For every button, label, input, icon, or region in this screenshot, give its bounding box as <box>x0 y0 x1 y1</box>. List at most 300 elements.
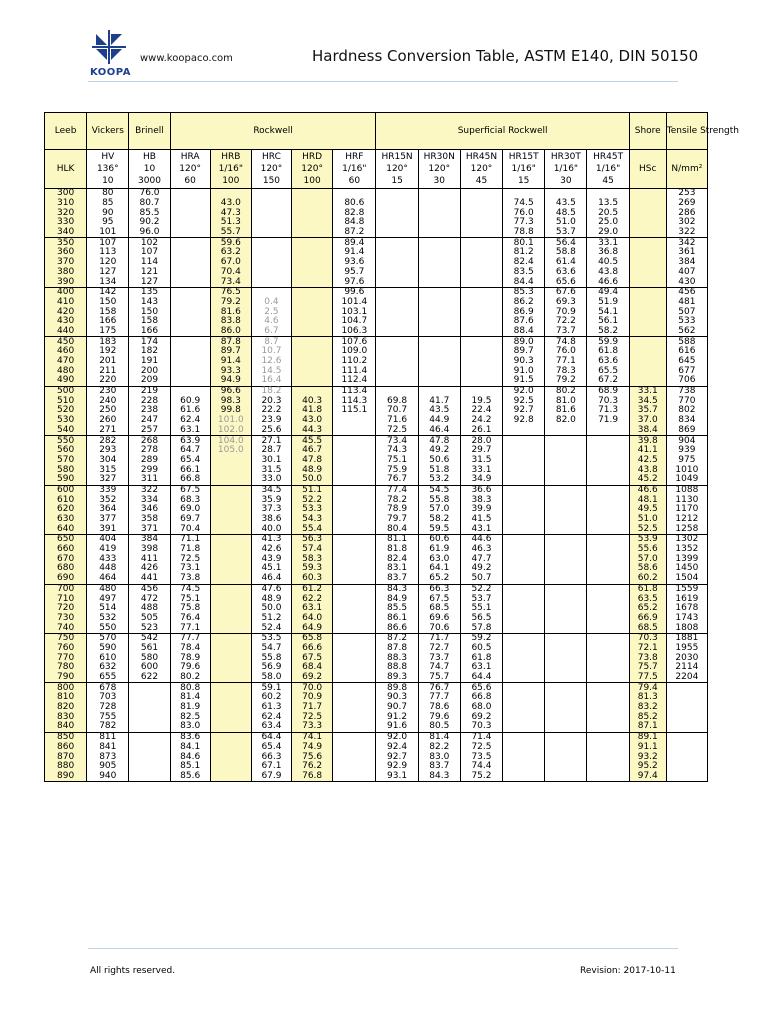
table-cell: 46.6 <box>587 277 629 287</box>
footer-rights: All rights reserved. <box>90 966 176 976</box>
table-cell <box>587 683 629 693</box>
table-cell <box>587 644 629 654</box>
table-cell: 23.9 <box>251 416 291 426</box>
table-cell: 1049 <box>666 475 707 485</box>
table-cell: 342 <box>666 238 707 248</box>
table-cell <box>587 446 629 456</box>
table-cell: 72.1 <box>629 644 666 654</box>
table-cell <box>503 505 545 515</box>
table-cell: 73.8 <box>170 574 210 584</box>
table-cell: 740 <box>45 623 87 633</box>
table-cell <box>629 189 666 199</box>
table-cell <box>333 712 376 722</box>
table-cell: 66.1 <box>170 465 210 475</box>
table-cell <box>460 258 502 268</box>
table-cell: 650 <box>45 535 87 545</box>
table-cell: 88.3 <box>376 653 418 663</box>
table-cell: 76.0 <box>503 208 545 218</box>
table-cell: 464 <box>87 574 129 584</box>
table-cell <box>418 337 460 347</box>
table-cell <box>376 199 418 209</box>
table-cell: 91.5 <box>503 376 545 386</box>
table-cell: 84.3 <box>418 772 460 782</box>
table-cell: 10.7 <box>251 347 291 357</box>
table-cell <box>418 287 460 297</box>
table-cell: 69.2 <box>460 712 502 722</box>
table-cell <box>545 524 587 534</box>
table-cell: 53.7 <box>460 594 502 604</box>
table-cell: 95.7 <box>333 268 376 278</box>
table-cell: 86.2 <box>503 298 545 308</box>
table-cell: 68.5 <box>629 623 666 633</box>
column-header: HLK <box>45 150 87 189</box>
table-cell: 89.8 <box>376 683 418 693</box>
table-cell: 99.6 <box>333 287 376 297</box>
table-cell <box>460 337 502 347</box>
table-cell <box>587 594 629 604</box>
table-cell: 59.5 <box>418 524 460 534</box>
table-cell: 80.8 <box>170 683 210 693</box>
table-cell <box>418 386 460 396</box>
table-cell <box>629 208 666 218</box>
table-row <box>45 426 708 436</box>
table-cell: 770 <box>45 653 87 663</box>
table-cell <box>333 436 376 446</box>
table-cell: 33.1 <box>629 386 666 396</box>
table-cell <box>503 515 545 525</box>
table-cell: 46.6 <box>629 485 666 495</box>
table-cell: 43.0 <box>292 416 333 426</box>
table-cell: 4.6 <box>251 317 291 327</box>
table-cell <box>292 347 333 357</box>
table-cell <box>460 199 502 209</box>
table-cell: 81.3 <box>629 693 666 703</box>
table-cell <box>210 653 251 663</box>
table-cell <box>170 208 210 218</box>
table-cell: 322 <box>129 485 170 495</box>
table-cell <box>629 248 666 258</box>
table-cell <box>170 277 210 287</box>
table-cell: 380 <box>45 268 87 278</box>
table-cell: 88.8 <box>376 663 418 673</box>
table-cell: 339 <box>87 485 129 495</box>
table-cell <box>629 357 666 367</box>
table-cell: 33.0 <box>251 475 291 485</box>
table-cell <box>545 446 587 456</box>
table-cell <box>545 535 587 545</box>
table-cell: 1450 <box>666 564 707 574</box>
table-cell: 87.2 <box>333 228 376 238</box>
table-cell <box>629 268 666 278</box>
table-cell: 48.9 <box>292 465 333 475</box>
table-cell: 61.8 <box>629 584 666 594</box>
table-cell: 76.7 <box>376 475 418 485</box>
table-cell <box>545 564 587 574</box>
table-cell: 72.5 <box>460 743 502 753</box>
table-cell: 304 <box>87 456 129 466</box>
table-cell: 520 <box>45 406 87 416</box>
table-cell: 12.6 <box>251 357 291 367</box>
table-cell: 834 <box>666 416 707 426</box>
table-cell <box>545 495 587 505</box>
table-cell: 82.4 <box>376 554 418 564</box>
table-cell: 63.1 <box>170 426 210 436</box>
table-cell: 271 <box>87 426 129 436</box>
table-row <box>45 298 708 308</box>
table-cell: 70.4 <box>170 524 210 534</box>
table-cell: 470 <box>45 357 87 367</box>
table-cell: 560 <box>45 446 87 456</box>
table-cell: 80.7 <box>129 199 170 209</box>
table-cell: 78.4 <box>170 644 210 654</box>
table-cell: 219 <box>129 386 170 396</box>
table-cell: 670 <box>45 554 87 564</box>
table-cell: 107.6 <box>333 337 376 347</box>
table-cell: 55.8 <box>418 495 460 505</box>
website-url[interactable]: www.koopaco.com <box>140 53 233 64</box>
table-cell <box>418 298 460 308</box>
table-cell <box>545 465 587 475</box>
table-cell <box>210 456 251 466</box>
table-cell <box>251 218 291 228</box>
table-cell: 2204 <box>666 673 707 683</box>
table-cell: 71.3 <box>587 406 629 416</box>
table-cell: 77.4 <box>376 485 418 495</box>
table-cell <box>210 505 251 515</box>
table-cell: 57.0 <box>418 505 460 515</box>
table-cell: 55.6 <box>629 545 666 555</box>
table-cell: 84.9 <box>376 594 418 604</box>
table-cell: 51.2 <box>251 614 291 624</box>
table-cell: 407 <box>666 268 707 278</box>
table-cell: 532 <box>87 614 129 624</box>
table-cell: 90.3 <box>376 693 418 703</box>
table-cell: 79.2 <box>545 376 587 386</box>
table-cell: 80.4 <box>376 524 418 534</box>
table-cell: 47.8 <box>418 436 460 446</box>
table-cell: 65.2 <box>629 604 666 614</box>
table-cell: 63.1 <box>292 604 333 614</box>
group-header-tensile-strength: Tensile Strength <box>666 113 707 150</box>
table-cell <box>503 584 545 594</box>
table-cell: 57.4 <box>292 545 333 555</box>
table-cell: 1088 <box>666 485 707 495</box>
table-cell: 790 <box>45 673 87 683</box>
table-cell <box>460 327 502 337</box>
table-cell <box>292 307 333 317</box>
table-cell: 60.6 <box>418 535 460 545</box>
table-cell <box>333 752 376 762</box>
table-cell: 62.4 <box>251 712 291 722</box>
table-cell: 540 <box>45 426 87 436</box>
table-cell <box>418 208 460 218</box>
table-cell: 104.7 <box>333 317 376 327</box>
table-cell: 127 <box>87 268 129 278</box>
table-cell: 40.5 <box>587 258 629 268</box>
table-cell <box>503 743 545 753</box>
table-cell <box>418 228 460 238</box>
table-cell: 782 <box>87 722 129 732</box>
table-cell: 81.9 <box>170 703 210 713</box>
table-cell: 101 <box>87 228 129 238</box>
table-cell: 92.0 <box>376 732 418 742</box>
table-cell <box>587 614 629 624</box>
table-cell: 61.3 <box>251 703 291 713</box>
table-cell: 68.0 <box>460 703 502 713</box>
table-cell <box>251 228 291 238</box>
table-cell <box>170 376 210 386</box>
table-cell: 107 <box>87 238 129 248</box>
table-cell <box>210 475 251 485</box>
table-cell: 109.0 <box>333 347 376 357</box>
table-cell: 703 <box>87 693 129 703</box>
table-cell <box>210 644 251 654</box>
table-cell: 89.4 <box>333 238 376 248</box>
table-cell: 89.7 <box>503 347 545 357</box>
table-cell <box>333 653 376 663</box>
table-cell: 22.2 <box>251 406 291 416</box>
table-cell: 610 <box>45 495 87 505</box>
table-cell: 400 <box>45 287 87 297</box>
table-cell <box>545 693 587 703</box>
table-cell: 91.4 <box>210 357 251 367</box>
table-cell <box>666 703 707 713</box>
table-cell: 83.8 <box>210 317 251 327</box>
table-cell: 68.5 <box>418 604 460 614</box>
table-cell: 211 <box>87 366 129 376</box>
table-cell <box>666 683 707 693</box>
table-cell <box>629 258 666 268</box>
table-cell: 750 <box>45 633 87 643</box>
table-cell: 77.1 <box>545 357 587 367</box>
table-cell <box>129 752 170 762</box>
table-cell: 327 <box>87 475 129 485</box>
table-cell <box>210 663 251 673</box>
table-cell <box>460 386 502 396</box>
table-cell <box>460 189 502 199</box>
table-cell <box>666 722 707 732</box>
table-cell: 315 <box>87 465 129 475</box>
table-cell: 48.5 <box>545 208 587 218</box>
table-row <box>45 199 708 209</box>
table-cell <box>587 752 629 762</box>
table-cell <box>333 495 376 505</box>
table-cell: 630 <box>45 515 87 525</box>
table-cell: 472 <box>129 594 170 604</box>
table-cell <box>210 703 251 713</box>
table-cell <box>545 663 587 673</box>
table-cell <box>418 277 460 287</box>
table-row <box>45 386 708 396</box>
table-cell: 570 <box>87 633 129 643</box>
table-cell <box>587 693 629 703</box>
column-header: HV 136° 10 <box>87 150 129 189</box>
table-cell <box>333 683 376 693</box>
table-cell: 1212 <box>666 515 707 525</box>
table-cell: 59.9 <box>587 337 629 347</box>
table-cell: 65.6 <box>545 277 587 287</box>
table-cell <box>545 426 587 436</box>
table-cell <box>666 743 707 753</box>
table-cell: 33.1 <box>460 465 502 475</box>
table-cell <box>376 337 418 347</box>
table-row <box>45 743 708 753</box>
table-cell: 16.4 <box>251 376 291 386</box>
table-cell: 41.1 <box>629 446 666 456</box>
table-cell: 101.0 <box>210 416 251 426</box>
table-cell: 127 <box>129 277 170 287</box>
table-cell: 293 <box>87 446 129 456</box>
table-cell: 183 <box>87 337 129 347</box>
table-cell: 55.4 <box>292 524 333 534</box>
table-cell <box>333 505 376 515</box>
table-cell <box>545 574 587 584</box>
table-cell <box>629 218 666 228</box>
table-cell <box>292 337 333 347</box>
table-cell: 456 <box>666 287 707 297</box>
table-cell <box>503 485 545 495</box>
table-cell: 1258 <box>666 524 707 534</box>
table-cell: 49.4 <box>587 287 629 297</box>
table-cell: 77.7 <box>418 693 460 703</box>
table-cell <box>251 268 291 278</box>
table-cell <box>333 416 376 426</box>
table-cell: 134 <box>87 277 129 287</box>
table-row <box>45 683 708 693</box>
table-row <box>45 693 708 703</box>
table-cell <box>587 564 629 574</box>
table-cell: 250 <box>87 406 129 416</box>
column-header: HB 10 3000 <box>129 150 170 189</box>
table-cell <box>251 277 291 287</box>
table-cell <box>210 614 251 624</box>
table-cell: 64.4 <box>460 673 502 683</box>
table-cell: 873 <box>87 752 129 762</box>
table-cell: 84.1 <box>170 743 210 753</box>
table-cell <box>210 485 251 495</box>
table-cell: 1678 <box>666 604 707 614</box>
table-cell <box>503 752 545 762</box>
table-cell <box>418 268 460 278</box>
table-cell: 1504 <box>666 574 707 584</box>
table-cell: 82.0 <box>545 416 587 426</box>
table-cell: 67.0 <box>210 258 251 268</box>
table-cell <box>333 614 376 624</box>
table-cell: 50.0 <box>292 475 333 485</box>
table-cell: 51.0 <box>629 515 666 525</box>
table-cell <box>418 307 460 317</box>
table-cell <box>629 199 666 209</box>
table-cell: 81.6 <box>210 307 251 317</box>
table-cell: 49.5 <box>629 505 666 515</box>
table-cell <box>503 683 545 693</box>
table-cell <box>170 386 210 396</box>
table-cell <box>545 594 587 604</box>
table-cell <box>333 475 376 485</box>
table-cell: 330 <box>45 218 87 228</box>
table-row <box>45 456 708 466</box>
table-cell: 63.5 <box>629 594 666 604</box>
table-cell <box>503 465 545 475</box>
table-cell: 80.2 <box>170 673 210 683</box>
table-cell: 720 <box>45 604 87 614</box>
table-cell: 58.6 <box>629 564 666 574</box>
table-cell: 91.2 <box>376 712 418 722</box>
table-cell: 66.8 <box>460 693 502 703</box>
table-cell: 20.3 <box>251 396 291 406</box>
table-row <box>45 614 708 624</box>
table-cell: 0.4 <box>251 298 291 308</box>
table-cell <box>666 762 707 772</box>
table-cell <box>587 663 629 673</box>
table-row <box>45 515 708 525</box>
table-cell: 810 <box>45 693 87 703</box>
table-cell: 53.7 <box>545 228 587 238</box>
table-cell <box>503 722 545 732</box>
table-row <box>45 327 708 337</box>
table-cell: 91.0 <box>503 366 545 376</box>
table-cell: 52.2 <box>292 495 333 505</box>
table-cell: 340 <box>45 228 87 238</box>
table-cell: 820 <box>45 703 87 713</box>
table-cell: 700 <box>45 584 87 594</box>
table-cell: 70.4 <box>210 268 251 278</box>
table-cell: 74.4 <box>460 762 502 772</box>
table-cell: 85.6 <box>170 772 210 782</box>
table-cell <box>587 545 629 555</box>
table-cell <box>503 554 545 564</box>
table-cell: 84.4 <box>503 277 545 287</box>
table-cell <box>170 347 210 357</box>
table-cell <box>376 287 418 297</box>
table-cell: 77.5 <box>629 673 666 683</box>
table-cell: 371 <box>129 524 170 534</box>
table-cell: 200 <box>129 366 170 376</box>
table-cell: 65.8 <box>292 633 333 643</box>
table-cell <box>418 357 460 367</box>
table-cell <box>210 574 251 584</box>
table-cell: 75.7 <box>629 663 666 673</box>
table-cell: 738 <box>666 386 707 396</box>
table-cell: 112.4 <box>333 376 376 386</box>
table-cell: 47.7 <box>460 554 502 564</box>
table-cell: 85.5 <box>376 604 418 614</box>
table-cell <box>587 465 629 475</box>
column-header: HRC 120° 150 <box>251 150 291 189</box>
table-cell: 110.2 <box>333 357 376 367</box>
table-cell <box>292 218 333 228</box>
table-cell: 730 <box>45 614 87 624</box>
table-cell: 600 <box>45 485 87 495</box>
table-cell: 514 <box>87 604 129 614</box>
table-cell <box>629 347 666 357</box>
table-cell: 105.0 <box>210 446 251 456</box>
table-cell <box>376 366 418 376</box>
table-cell <box>376 248 418 258</box>
table-cell <box>292 366 333 376</box>
table-cell: 34.5 <box>629 396 666 406</box>
table-cell <box>545 712 587 722</box>
table-cell: 67.5 <box>170 485 210 495</box>
table-cell: 46.4 <box>251 574 291 584</box>
table-cell <box>587 535 629 545</box>
table-cell: 43.5 <box>418 406 460 416</box>
table-cell <box>503 446 545 456</box>
table-cell <box>333 604 376 614</box>
table-cell <box>629 287 666 297</box>
table-cell: 63.9 <box>170 436 210 446</box>
table-cell <box>333 485 376 495</box>
